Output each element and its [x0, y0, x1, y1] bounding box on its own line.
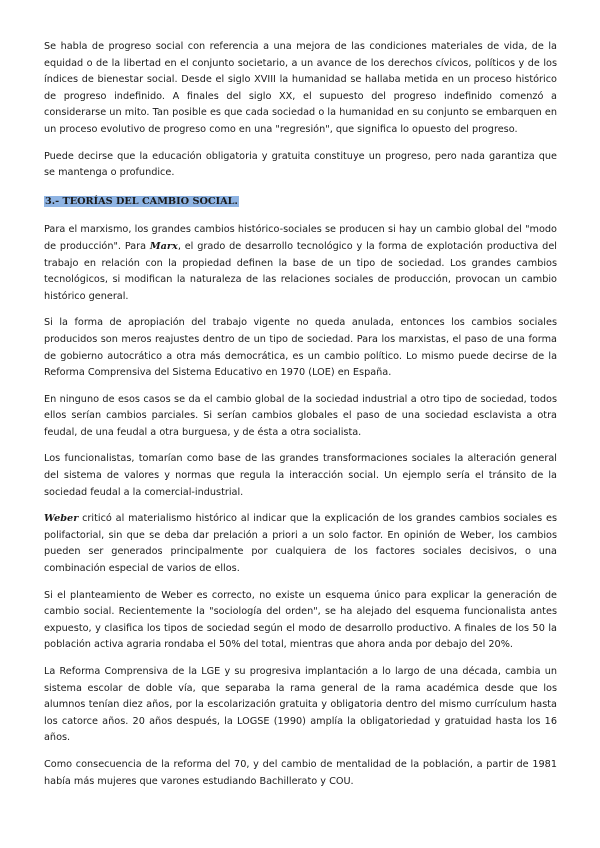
paragraph-reforma-lge: La Reforma Comprensiva de la LGE y su progresiva implantación a lo largo de una década, cambia un sistema escolar de doble vía, que separaba la rama general de la rama académica desde que los alumnos tenían diez años, por la escolarización gratuita y obligatoria dentro del mismo currículum hasta los catorce años. 20 años después, la LOGSE (1990) amplía la obligatoriedad y gratuidad hasta los 16 años. [44, 666, 557, 744]
paragraph-consecuencia-reforma: Como consecuencia de la reforma del 70, y del cambio de mentalidad de la población, a partir de 1981 había más mujeres que varones estudiando Bachillerato y COU. [44, 758, 557, 787]
paragraph-progreso-social: Se habla de progreso social con referencia a una mejora de las condiciones materiales de vida, de la equidad o de la libertad en el conjunto societario, a un avance de los derechos cívicos, políticos y de los índices de bienestar social. Desde el siglo XVIII la humanidad se hallaba metida en un proceso histórico de progreso indefinido. A finales del siglo XX, el supuesto del progreso indefinido comenzó a considerarse un mito. Tan posible es que cada sociedad o la humanidad en su conjunto se embarquen en un proceso evolutivo de progreso como en una "regresión", que significa lo opuesto del progreso. [44, 41, 557, 135]
paragraph-funcionalistas: Los funcionalistas, tomarían como base de las grandes transformaciones sociales la alteración general del sistema de valores y normas que regula la interacción social. Un ejemplo sería el tránsito de la sociedad feudal a la comercial-industrial. [44, 453, 557, 498]
document-page [44, 39, 557, 800]
paragraph-marxismo [44, 222, 557, 305]
paragraph-weber [44, 511, 557, 577]
paragraph-weber-rest: criticó al materialismo histórico al indicar que la explicación de los grandes cambios sociales es polifactorial, sin que se deba dar prelación a priori a un solo factor. En opinión de Weber, los cambios pueden ser generados principalmente por cualquiera de los factores sociales decisivos, o una combinación especial de varios de ellos. [44, 513, 557, 575]
paragraph-apropiacion-trabajo: Si la forma de apropiación del trabajo vigente no queda anulada, entonces los cambios sociales producidos son meros reajustes dentro de un tipo de sociedad. Para los marxistas, el paso de una forma de gobierno autocrático a otra más democrática, es un cambio político. Lo mismo puede decirse de la Reforma Comprensiva del Sistema Educativo en 1970 (LOE) en España. [44, 317, 557, 379]
paragraph-marxismo-rest: , el grado de desarrollo tecnológico y la forma de explotación productiva del trabajo en relación con la propiedad definen la base de un tipo de sociedad. Los grandes cambios tecnológicos, si modifican la naturaleza de las relaciones sociales de producción, provocan un cambio histórico general. [44, 240, 557, 302]
paragraph-educacion-obligatoria: Puede decirse que la educación obligatoria y gratuita constituye un progreso, pero nada garantiza que se mantenga o profundice. [44, 150, 557, 179]
paragraph-planteamiento-weber: Si el planteamiento de Weber es correcto, no existe un esquema único para explicar la generación de cambio social. Recientemente la "sociología del orden", se ha alejado del esquema funcionalista antes expuesto, y clasifica los tipos de sociedad según el modo de desarrollo productivo. A finales de los 50 la población activa agraria rondaba el 50% del total, mientras que ahora anda por debajo del 20%. [44, 589, 557, 651]
author-name-marx: Marx [149, 240, 178, 252]
paragraph-marxismo-start: Para el marxismo, los grandes cambios histórico-sociales se producen si hay un cambio global del "modo de producción". Para [44, 224, 557, 252]
paragraph-cambios-parciales: En ninguno de esos casos se da el cambio global de la sociedad industrial a otro tipo de sociedad, todos ellos serían cambios parciales. Si serían cambios globales el paso de una sociedad esclavista a otra feudal, de una feudal a otra burguesa, y de ésta a otra socialista. [44, 393, 557, 438]
section-heading [44, 194, 557, 211]
author-name-weber: Weber [44, 513, 79, 525]
section-heading-text: 3.- TEORÍAS DEL CAMBIO SOCIAL. [45, 195, 238, 207]
